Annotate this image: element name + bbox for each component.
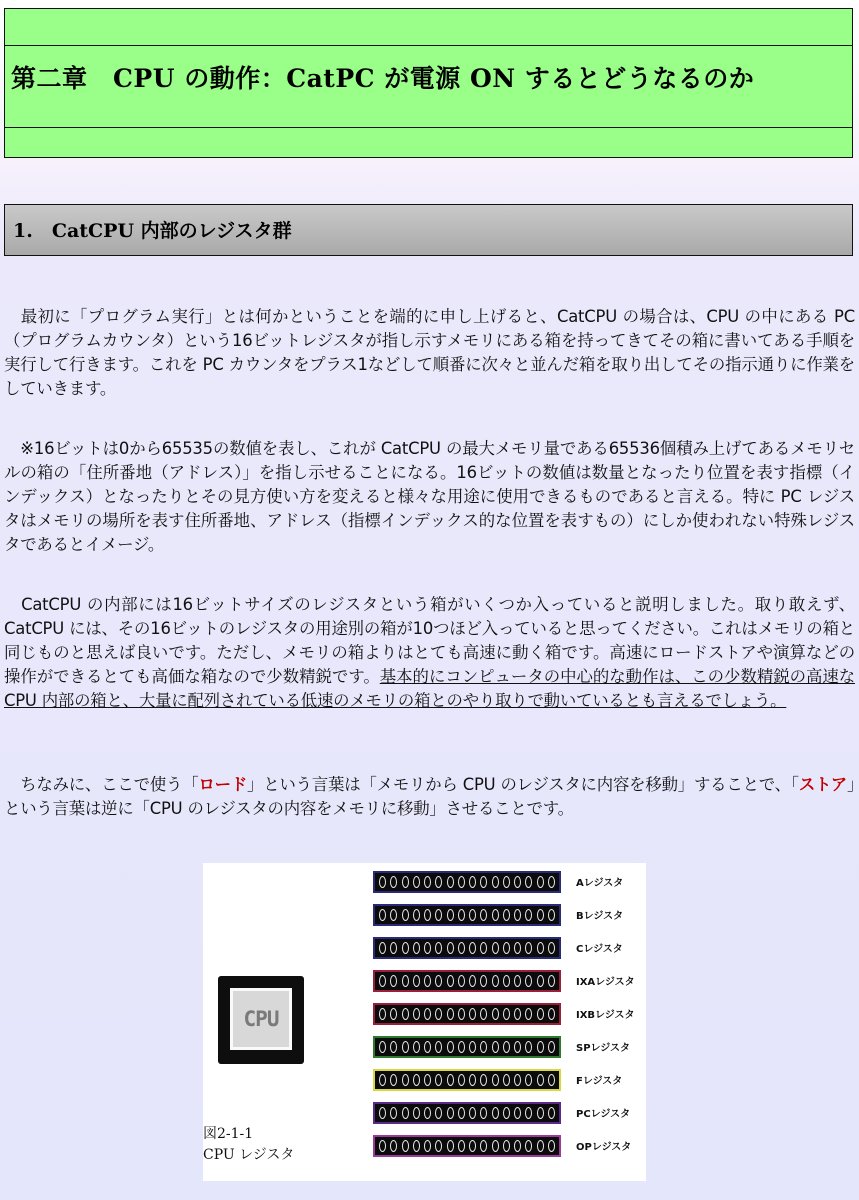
bit-cell — [480, 1008, 487, 1020]
bit-cell — [413, 1107, 420, 1119]
bit-cell — [413, 942, 420, 954]
bit-cell — [458, 1041, 465, 1053]
bit-cell — [390, 1074, 397, 1086]
paragraph-program-execution — [4, 305, 855, 401]
bit-cell — [379, 909, 386, 921]
register-label: SPレジスタ — [576, 1043, 630, 1054]
bit-cell — [447, 1041, 454, 1053]
bit-cell — [548, 1041, 555, 1053]
register-label: IXBレジスタ — [576, 1010, 635, 1021]
bit-cell — [390, 1140, 397, 1152]
bit-cell — [435, 876, 442, 888]
bit-cell — [402, 909, 409, 921]
bit-cell — [458, 876, 465, 888]
bit-cell — [379, 1140, 386, 1152]
bit-cell — [492, 1074, 499, 1086]
register-row — [373, 1003, 643, 1025]
bit-cell — [424, 909, 431, 921]
bit-cell — [458, 975, 465, 987]
bit-cell — [379, 1041, 386, 1053]
bit-cell — [435, 1107, 442, 1119]
bit-cell — [537, 876, 544, 888]
bit-cell — [492, 1107, 499, 1119]
bit-cell — [469, 1041, 476, 1053]
bit-cell — [402, 1041, 409, 1053]
bit-cell — [514, 942, 521, 954]
bit-cell — [503, 1041, 510, 1053]
register-label: IXAレジスタ — [576, 977, 635, 988]
bit-cell — [413, 1041, 420, 1053]
bit-cell — [525, 876, 532, 888]
bit-cell — [514, 909, 521, 921]
bit-cell — [402, 942, 409, 954]
bit-cell — [447, 1074, 454, 1086]
section-title: 1. CatCPU 内部のレジスタ群 — [13, 220, 292, 242]
bit-cell — [525, 975, 532, 987]
bit-cell — [447, 942, 454, 954]
bit-cell — [458, 909, 465, 921]
bit-cell — [503, 1140, 510, 1152]
bit-cell — [514, 1140, 521, 1152]
bit-cell — [390, 1008, 397, 1020]
section-header — [4, 204, 853, 256]
bit-cell — [469, 975, 476, 987]
bit-cell — [447, 1140, 454, 1152]
bit-cell — [424, 876, 431, 888]
bit-cell — [379, 1074, 386, 1086]
bit-cell — [424, 975, 431, 987]
paragraph-register-description — [4, 593, 855, 713]
bit-cell — [503, 909, 510, 921]
register-bits — [373, 871, 561, 893]
bit-cell — [548, 909, 555, 921]
bit-cell — [480, 1140, 487, 1152]
bit-cell — [525, 1140, 532, 1152]
register-row — [373, 871, 643, 893]
paragraph-text: ちなみに、ここで使う「 — [4, 775, 199, 794]
bit-cell — [402, 1140, 409, 1152]
bit-cell — [458, 1074, 465, 1086]
bit-cell — [514, 1107, 521, 1119]
register-bits — [373, 1003, 561, 1025]
paragraph-text: 」という言葉は「メモリから CPU のレジスタに内容を移動」することで、「 — [247, 775, 799, 794]
bit-cell — [379, 1008, 386, 1020]
bit-cell — [514, 1041, 521, 1053]
bit-cell — [537, 1041, 544, 1053]
bit-cell — [447, 876, 454, 888]
bit-cell — [503, 1008, 510, 1020]
figure-caption-number: 図2-1-1 — [203, 1126, 254, 1142]
bit-cell — [402, 1074, 409, 1086]
bit-cell — [379, 1107, 386, 1119]
bit-cell — [492, 1140, 499, 1152]
bit-cell — [458, 1008, 465, 1020]
bit-cell — [435, 909, 442, 921]
register-bits — [373, 1036, 561, 1058]
bit-cell — [390, 1041, 397, 1053]
bit-cell — [447, 1008, 454, 1020]
bit-cell — [402, 1107, 409, 1119]
paragraph-text: ※16ビットは0から65535の数値を表し、これが CatCPU の最大メモリ量である65536個積み上げてあるメモリセルの箱の「住所番地（アドレス）」を指し示せることになる。16ビットの数値は数量となったり位置を表す指標（インデックス）となったりとその見方使い方を変えると様々な用途に使用できるものであると言える。特に PC レジスタはメモリの場所を表す住所番地、アドレス（指標インデックス的な位置を表すもの）にしか使われない特殊レジスタであるとイメージ。 — [4, 439, 855, 554]
cpu-chip-label: CPU — [243, 1007, 279, 1031]
bit-cell — [537, 1074, 544, 1086]
bit-cell — [537, 1008, 544, 1020]
bit-cell — [492, 942, 499, 954]
bit-cell — [413, 909, 420, 921]
bit-cell — [413, 975, 420, 987]
bit-cell — [402, 1008, 409, 1020]
figure-caption-title: CPU レジスタ — [203, 1147, 295, 1163]
register-row — [373, 970, 643, 992]
register-label: PCレジスタ — [576, 1109, 631, 1120]
bit-cell — [447, 1107, 454, 1119]
bit-cell — [447, 909, 454, 921]
bit-cell — [548, 975, 555, 987]
bit-cell — [435, 1008, 442, 1020]
bit-cell — [548, 942, 555, 954]
register-bits — [373, 904, 561, 926]
bit-cell — [379, 942, 386, 954]
bit-cell — [390, 942, 397, 954]
bit-cell — [514, 1008, 521, 1020]
bit-cell — [525, 1107, 532, 1119]
chapter-rule-bottom — [5, 127, 852, 128]
bit-cell — [525, 1074, 532, 1086]
bit-cell — [525, 1008, 532, 1020]
paragraph-load-store — [4, 773, 855, 821]
paragraph-text: 」という言葉は逆に「CPU のレジスタの内容をメモリに移動」させることです。 — [4, 775, 855, 818]
bit-cell — [503, 975, 510, 987]
bit-cell — [492, 975, 499, 987]
register-label: Fレジスタ — [576, 1076, 623, 1087]
bit-cell — [469, 942, 476, 954]
bit-cell — [435, 1074, 442, 1086]
bit-cell — [447, 975, 454, 987]
bit-cell — [548, 876, 555, 888]
chapter-header — [4, 8, 853, 158]
bit-cell — [514, 1074, 521, 1086]
bit-cell — [525, 942, 532, 954]
register-row — [373, 1036, 643, 1058]
bit-cell — [537, 1140, 544, 1152]
bit-cell — [548, 1008, 555, 1020]
cpu-chip-die — [230, 988, 292, 1050]
bit-cell — [480, 942, 487, 954]
paragraph-text: 最初に「プログラム実行」とは何かということを端的に申し上げると、CatCPU の場合は、CPU の中にある PC（プログラムカウンタ）という16ビットレジスタが指し示すメモリにある箱を持ってきてその箱に書いてある手順を実行して行きます。これを PC カウンタをプラス1などして順番に次々と並んだ箱を取り出してその指示通りに作業をしていきます。 — [4, 307, 855, 398]
bit-cell — [390, 975, 397, 987]
register-label: Cレジスタ — [576, 944, 623, 955]
register-row — [373, 1102, 643, 1124]
bit-cell — [480, 1041, 487, 1053]
bit-cell — [514, 975, 521, 987]
bit-cell — [424, 942, 431, 954]
bit-cell — [390, 1107, 397, 1119]
bit-cell — [435, 975, 442, 987]
bit-cell — [503, 942, 510, 954]
bit-cell — [514, 876, 521, 888]
bit-cell — [469, 1008, 476, 1020]
bit-cell — [402, 876, 409, 888]
bit-cell — [469, 876, 476, 888]
bit-cell — [458, 1140, 465, 1152]
register-bits — [373, 1069, 561, 1091]
underlined-text: 基本的にコンピュータの中心的な動作は、この少数精鋭の高速な CPU 内部の箱と、大量に配列されている低速のメモリの箱とのやり取りで動いているとも言えるでしょう。 — [4, 667, 855, 710]
paragraph-16bit-note — [4, 437, 855, 557]
bit-cell — [424, 1107, 431, 1119]
chapter-title: 第二章 CPU の動作：CatPC が電源 ON するとどうなるのか — [11, 64, 755, 93]
bit-cell — [413, 876, 420, 888]
bit-cell — [390, 876, 397, 888]
bit-cell — [413, 1008, 420, 1020]
bit-cell — [390, 909, 397, 921]
bit-cell — [492, 909, 499, 921]
bit-cell — [458, 1107, 465, 1119]
figure-cpu-registers — [203, 863, 646, 1181]
bit-cell — [458, 942, 465, 954]
bit-cell — [402, 975, 409, 987]
bit-cell — [548, 1140, 555, 1152]
bit-cell — [480, 1074, 487, 1086]
register-bits — [373, 970, 561, 992]
register-row — [373, 937, 643, 959]
bit-cell — [469, 909, 476, 921]
bit-cell — [424, 1074, 431, 1086]
bit-cell — [503, 1074, 510, 1086]
bit-cell — [492, 1008, 499, 1020]
bit-cell — [480, 1107, 487, 1119]
bit-cell — [435, 942, 442, 954]
bit-cell — [424, 1041, 431, 1053]
register-label: Bレジスタ — [576, 911, 624, 922]
bit-cell — [525, 1041, 532, 1053]
bit-cell — [480, 876, 487, 888]
bit-cell — [537, 975, 544, 987]
register-row — [373, 1069, 643, 1091]
register-row — [373, 1135, 643, 1157]
highlighted-term: ストア — [798, 775, 847, 794]
bit-cell — [537, 1107, 544, 1119]
bit-cell — [492, 1041, 499, 1053]
bit-cell — [413, 1074, 420, 1086]
highlighted-term: ロード — [198, 775, 248, 794]
bit-cell — [435, 1041, 442, 1053]
bit-cell — [548, 1074, 555, 1086]
register-bits — [373, 937, 561, 959]
bit-cell — [503, 876, 510, 888]
bit-cell — [537, 909, 544, 921]
bit-cell — [424, 1008, 431, 1020]
bit-cell — [435, 1140, 442, 1152]
register-row — [373, 904, 643, 926]
bit-cell — [379, 876, 386, 888]
register-bits — [373, 1135, 561, 1157]
bit-cell — [480, 975, 487, 987]
bit-cell — [424, 1140, 431, 1152]
paragraph-text: CatCPU の内部には16ビットサイズのレジスタという箱がいくつか入っていると説明しました。取り敢えず、CatCPU には、その16ビットのレジスタの用途別の箱が10つほど入っていると思ってください。これはメモリの箱と同じものと思えば良いです。ただし、メモリの箱よりはとても高速に動く箱です。高速にロードストアや演算などの操作ができるとても高価な箱なので少数精鋭です。 — [4, 595, 855, 686]
bit-cell — [548, 1107, 555, 1119]
cpu-chip-icon — [218, 976, 304, 1064]
bit-cell — [480, 909, 487, 921]
bit-cell — [469, 1140, 476, 1152]
figure-caption — [203, 1124, 294, 1166]
register-bits — [373, 1102, 561, 1124]
chapter-rule-top — [5, 45, 852, 46]
bit-cell — [469, 1074, 476, 1086]
bit-cell — [503, 1107, 510, 1119]
bit-cell — [379, 975, 386, 987]
bit-cell — [469, 1107, 476, 1119]
register-label: OPレジスタ — [576, 1142, 632, 1153]
bit-cell — [537, 942, 544, 954]
bit-cell — [492, 876, 499, 888]
bit-cell — [525, 909, 532, 921]
bit-cell — [413, 1140, 420, 1152]
register-label: Aレジスタ — [576, 878, 624, 889]
